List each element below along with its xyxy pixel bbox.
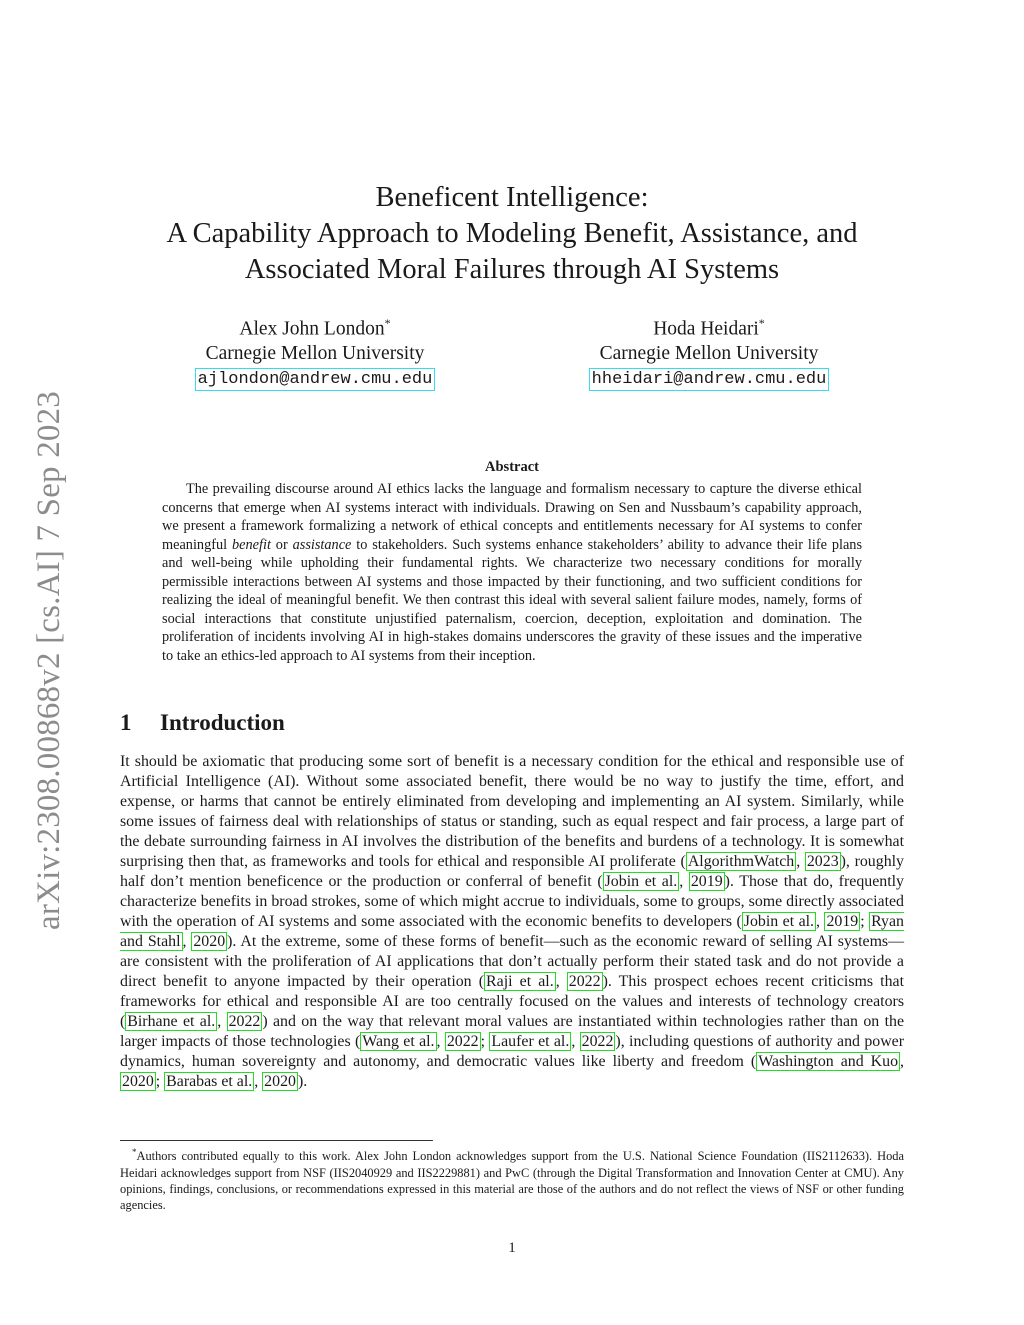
citation-year-link[interactable]: 2022: [446, 1033, 479, 1050]
abstract-heading: Abstract: [485, 459, 539, 475]
footnote-divider: [120, 1140, 433, 1141]
citation-link[interactable]: Ryan and Stahl: [120, 913, 904, 950]
citation-year-link[interactable]: 2022: [568, 973, 601, 990]
author-block-london: [190, 311, 440, 391]
footnote: *Authors contributed equally to this work. Alex John London acknowledges support from the U.S. National Science Foundation (IIS2112633). Hoda Heidari acknowledges support from NSF (IIS2040929 and IIS2229881) and PwC (through the Digital Transformation and Innovation Center at CMU). Any opinions, findings, conclusions, or recommendations expressed in this material are those of the authors and do not reflect the views of NSF or other funding agencies.: [120, 1147, 904, 1213]
citation-link[interactable]: Laufer et al.: [491, 1033, 570, 1050]
introduction-paragraph: It should be axiomatic that producing some sort of benefit is a necessary condition for the ethical and responsible use of Artificial Intelligence (AI). Without some associated benefit, there would be no way to justify the time, effort, and expense, or harms that cannot be entirely eliminated from developing and implementing an AI system. Similarly, while some issues of fairness deal with relationships of status or standing, such as equal respect and fair process, a large part of the debate surrounding fairness in AI involves the distribution of the benefits and burdens of a technology. It is somewhat surprising then that, as frameworks and tools for ethical and responsible AI proliferate ( AlgorithmWatch , 2023 ), roughly half don’t mention beneficence or the production or conferral of benefit ( Jobin et al. , 2019 ). Those that do, frequently characterize benefits in broad strokes, some of which might accrue to individuals, some to groups, some directly associated with the operation of AI systems and some associated with the economic benefits to developers ( Jobin et al. , 2019 ; Ryan and Stahl , 2020 ). At the extreme, some of these forms of benefit—such as the economic reward of selling AI systems—are consistent with the proliferation of AI applications that don’t actually perform their stated task and do not provide a direct benefit to anyone impacted by their operation ( Raji et al. , 2022 ). This prospect echoes recent criticisms that frameworks for ethical and responsible AI are too centrally focused on the values and interests of technology creators ( Birhane et al. , 2022 ) and on the way that relevant moral values are instantiated within technologies rather than on the larger impacts of those technologies ( Wang et al. , 2022 ; Laufer et al. , 2022 ), including questions of authority and power dynamics, human sovereignty and autonomy, and democratic values like liberty and freedom ( Washington and Kuo , 2020 ; Barabas et al. , 2020 ).: [120, 753, 905, 1090]
page-number: 1: [508, 1240, 516, 1256]
citation-link[interactable]: Jobin et al.: [604, 873, 678, 890]
citation-link[interactable]: Raji et al.: [486, 973, 554, 990]
title-line-1: Beneficent Intelligence:: [375, 182, 649, 213]
citation-year-link[interactable]: 2020: [264, 1073, 296, 1090]
citation-year-link[interactable]: 2019: [690, 873, 723, 890]
paper-title: [120, 180, 904, 288]
title-line-2: A Capability Approach to Modeling Benefit, Assistance, and: [166, 218, 858, 249]
author-affiliation: Carnegie Mellon University: [205, 342, 425, 364]
citation-year-link[interactable]: 2022: [228, 1013, 261, 1030]
author-email-link[interactable]: hheidari@andrew.cmu.edu: [589, 368, 830, 391]
author-name: Hoda Heidari*: [653, 316, 765, 340]
citation-link[interactable]: Wang et al.: [362, 1033, 435, 1050]
citation-year-link[interactable]: 2023: [806, 853, 839, 870]
citation-year-link[interactable]: 2019: [826, 913, 859, 930]
citation-link[interactable]: Washington and Kuo: [758, 1053, 899, 1070]
citation-link[interactable]: Birhane et al.: [127, 1013, 216, 1030]
citation-link[interactable]: AlgorithmWatch: [687, 853, 795, 870]
abstract-text: The prevailing discourse around AI ethics lacks the language and formalism necessary to capture the diverse ethical concerns that emerge when AI systems interact with individuals. Drawing on Sen and Nussbaum’s capability approach, we present a framework formalizing a network of ethical concepts and entitlements necessary for AI systems to confer meaningful benefit or assistance to stakeholders. Such systems enhance stakeholders’ ability to advance their life plans and well-being while upholding their fundamental rights. We characterize two necessary conditions for morally permissible interactions between AI systems and those impacted by their functioning, and two sufficient conditions for realizing the ideal of meaningful benefit. We then contrast this ideal with several salient failure modes, namely, forms of social interactions that constitute unjustified paternalism, coercion, deception, exploitation and domination. The proliferation of incidents involving AI in high-stakes domains underscores the gravity of these issues and the imperative to take an ethics-led approach to AI systems from their inception.: [162, 481, 863, 664]
citation-link[interactable]: Jobin et al.: [743, 913, 815, 930]
citation-year-link[interactable]: 2022: [581, 1033, 614, 1050]
author-affiliation: Carnegie Mellon University: [599, 342, 819, 364]
citation-link[interactable]: Barabas et al.: [166, 1073, 253, 1090]
section-heading-introduction: 1 Introduction: [120, 710, 285, 735]
citation-year-link[interactable]: 2020: [122, 1073, 154, 1090]
citation-year-link[interactable]: 2020: [193, 933, 226, 950]
author-email-link[interactable]: ajlondon@andrew.cmu.edu: [195, 368, 436, 391]
title-line-3: Associated Moral Failures through AI Systems: [244, 254, 780, 285]
arxiv-identifier: arXiv:2308.00868v2 [cs.AI] 7 Sep 2023: [31, 391, 67, 930]
author-name: Alex John London*: [239, 316, 391, 340]
author-block-heidari: [584, 311, 834, 391]
